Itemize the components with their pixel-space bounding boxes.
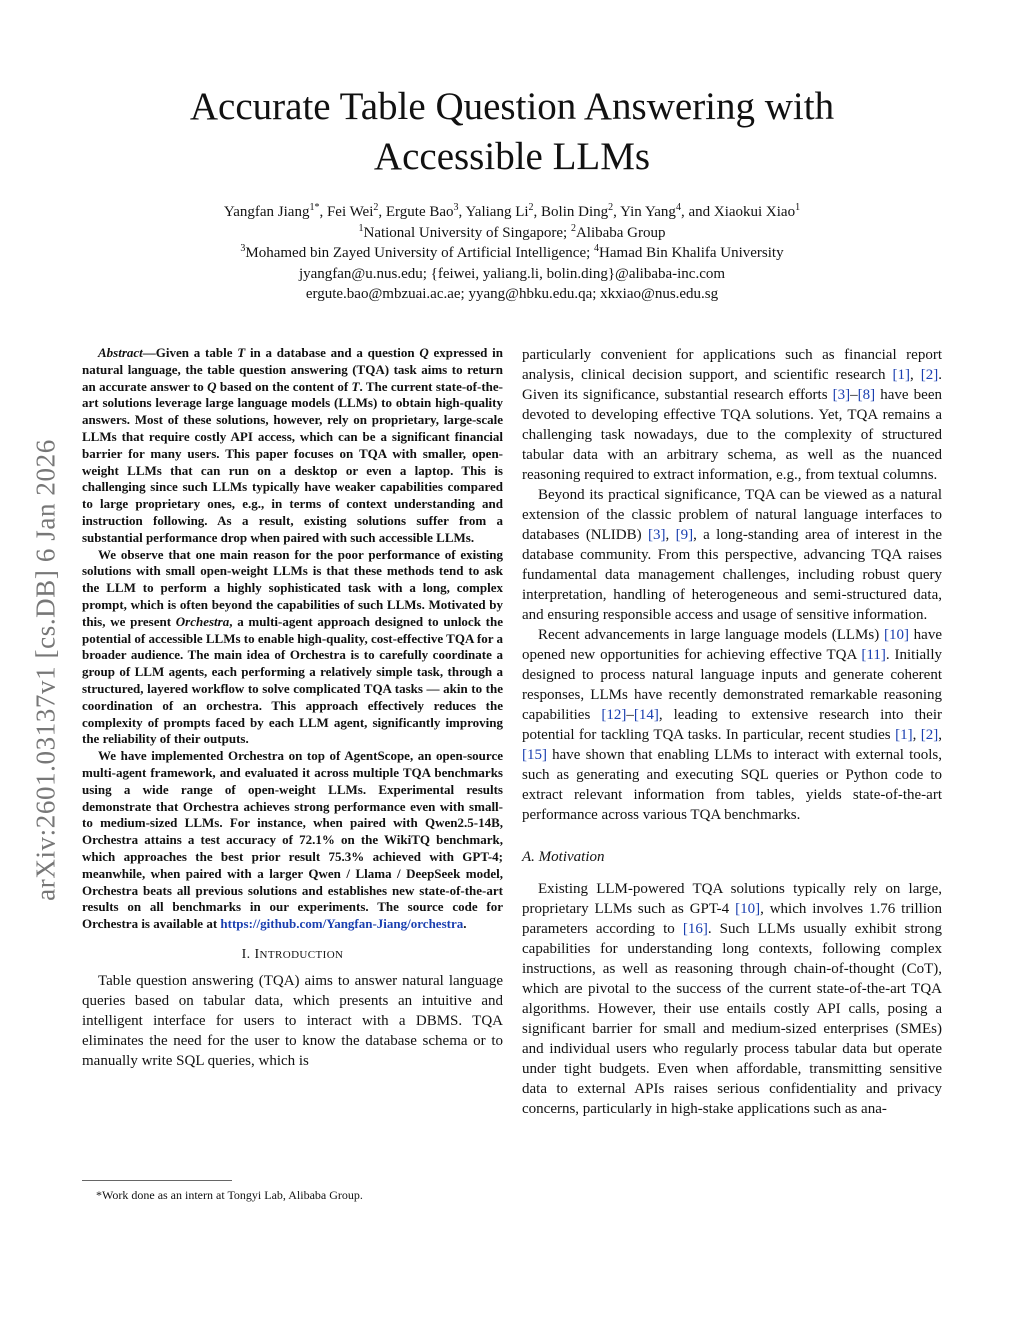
abstract-paragraph-1 <box>82 345 503 547</box>
text-run: , leading to extensive research into their potential for tackling TQA tasks. In particular, recent studies <box>522 707 942 743</box>
affiliation-line-1 <box>90 223 934 244</box>
author-list <box>90 202 934 223</box>
author-name: Xiaokui Xiao <box>713 204 796 220</box>
author-separator: , and <box>680 204 714 220</box>
citation-link[interactable]: [2] <box>920 367 939 383</box>
text-run: – <box>626 707 634 723</box>
text-run: . Such LLMs usually exhibit strong capabilities for understanding long contexts, following complex instructions, as well as reasoning through chain-of-thought (CoT), which are pivotal to the success of the current state-of-the-art TQA algorithms. However, their use entails costly API calls, posing a significant barrier for small and medium-sized enterprises (SMEs) and individual users who regularly process tabular data but operate under tight budgets. Even when affordable, transmitting sensitive data to external APIs raises serious confidentiality and privacy concerns, particularly in high-stake applications such as ana- <box>522 921 942 1117</box>
math-symbol: T <box>351 378 360 394</box>
text-run: – <box>850 387 858 403</box>
right-column <box>522 345 942 1119</box>
author-block <box>90 202 934 305</box>
text-run: based on the content of <box>216 378 352 394</box>
text-run: . The current state-of-the-art solutions leverage large language models (LLMs) to obtain high-quality answers. Most of these solutions, however, rely on proprietary, large-scale LLMs that require costly API access, which can be a significant financial barrier for many users. This paper focuses on TQA with smaller, open-weight LLMs that can run on a desktop or even a laptop. This is challenging since such LLMs typically have weaker capabilities compared to large proprietary ones, e.g., in terms of context understanding and instruction following. As a result, existing solutions suffer from a substantial performance drop when paired with such accessible LLMs. <box>82 378 503 545</box>
footnote: *Work done as an intern at Tongyi Lab, Alibaba Group. <box>96 1188 363 1202</box>
affiliation: National University of Singapore; <box>363 224 571 241</box>
text-run: —Given a table <box>142 345 238 360</box>
citation-link[interactable]: [1] <box>892 367 910 383</box>
text-run: have been devoted to developing effective TQA solutions. Yet, TQA remains a challenging task nowadays, due to the complexity of structured tabular data with an arbitrary schema, as well as the nuanced reasoning required to extract information, e.g., from textual columns. <box>522 387 942 483</box>
author-name: Yaliang Li <box>465 204 529 220</box>
text-run: in a database and a question <box>245 345 420 360</box>
email-line-2: ergute.bao@mbzuai.ac.ae; yyang@hbku.edu.qa; xkxiao@nus.edu.sg <box>305 286 719 303</box>
affiliation-line-2 <box>90 243 934 264</box>
text-run: We observe that one main reason for the poor performance of existing solutions with small open-weight LLMs is that these methods tend to ask the LLM to perform a highly sophisticated task with a long, complex prompt, which is often beyond the capabilities of such LLMs. Motivated by this, we present <box>82 546 503 629</box>
email-line-1: jyangfan@u.nus.edu; {feiwei, yaliang.li, bolin.ding}@alibaba-inc.com <box>298 265 726 282</box>
text-run: , <box>938 727 943 743</box>
intro-paragraph-2 <box>522 485 942 625</box>
citation-link[interactable]: [3] <box>647 527 666 543</box>
citation-link[interactable]: [1] <box>895 727 913 743</box>
author-affiliation-mark: 1* <box>309 202 320 213</box>
aff-mark: 4 <box>594 243 600 255</box>
abstract-label: Abstract <box>98 345 143 360</box>
text-run: , a long-standing area of interest in the database community. From this perspective, advancing TQA raises fundamental data management challenges, including robust query interpretation, handling of heterogeneous and semi-structured data, and ensuring responsible access and usage of sensitive information. <box>522 527 942 623</box>
motivation-paragraph-1 <box>522 879 942 1119</box>
text-run: , <box>665 527 676 543</box>
abstract <box>82 345 503 933</box>
text-run: Existing LLM-powered TQA solutions typically rely on large, proprietary LLMs such as GPT-4 <box>522 881 942 917</box>
math-symbol: Orchestra <box>175 613 230 629</box>
author-separator: , <box>613 204 621 220</box>
citation-link[interactable]: [11] <box>861 647 886 663</box>
affiliation: Mohamed bin Zayed University of Artificial Intelligence; <box>245 245 595 262</box>
intro-paragraph-continued <box>522 345 942 485</box>
section-title-initial: I <box>254 946 260 962</box>
abstract-paragraph-2 <box>82 547 503 749</box>
citation-link[interactable]: [15] <box>522 747 547 763</box>
text-run: We have implemented Orchestra on top of AgentScope, an open-source multi-agent framework, and evaluated it across multiple TQA benchmarks using a wide range of open-weight LLMs. Experimental results demonstrate that Orchestra achieves strong performance even with small- to medium-sized LLMs. For instance, when paired with Qwen2.5-14B, Orchestra attains a test accuracy of 72.1% on the WikiTQ benchmark, which approaches the best prior result 75.3% achieved with GPT-4; meanwhile, when paired with a larger Qwen / Llama / DeepSeek model, Orchestra beats all previous solutions and establishes new state-of-the-art results on all benchmarks in our experiments. The source code for Orchestra is available at <box>82 748 503 932</box>
author-name: Bolin Ding <box>541 204 609 220</box>
text-run: , <box>910 367 921 383</box>
aff-mark: 1 <box>358 222 364 234</box>
author-separator: , <box>533 204 542 220</box>
author-affiliation-mark: 2 <box>608 202 614 213</box>
text-run: . Given its significance, substantial research efforts <box>522 367 942 403</box>
author-separator: , <box>458 204 466 220</box>
affiliation: Hamad Bin Khalifa University <box>599 245 784 262</box>
text-run: , a multi-agent approach designed to unlock the potential of accessible LLMs to enable high-quality, cost-effective TQA for a broader audience. The main idea of Orchestra is to carefully coordinate a group of LLM agents, each performing a relatively simple task, through a structured, layered workflow to solve complicated TQA tasks — akin to the coordination of an orchestra. This approach effectively reduces the complexity of prompts faced by each LLM agent, significantly improving the reliability of their outputs. <box>82 613 503 747</box>
arxiv-id-text: arXiv:2601.03137v1 [cs.DB] 6 Jan 2026 <box>30 439 61 901</box>
citation-link[interactable]: [12] <box>601 707 627 723</box>
section-heading-introduction <box>82 947 503 963</box>
author-name: Fei Wei <box>326 204 374 220</box>
author-separator: , <box>378 204 386 220</box>
author-affiliation-mark: 1 <box>795 202 801 213</box>
intro-paragraph-3 <box>522 625 942 825</box>
text-run: , which involves 1.76 trillion parameters according to <box>522 901 942 937</box>
author-name: Yin Yang <box>620 204 676 220</box>
introduction-text <box>82 971 503 1071</box>
left-column <box>82 345 503 1071</box>
intro-paragraph-1: Table question answering (TQA) aims to answer natural language queries based on tabular data, which presents an intuitive and intelligent interface for users to interact with a DBMS. TQA eliminates the need for the user to know the database schema or to manually write SQL queries, which is <box>82 972 503 1069</box>
author-affiliation-mark: 4 <box>675 202 681 213</box>
text-run: particularly convenient for applications such as financial report analysis, clinical decision support, and scientific research <box>522 347 942 383</box>
author-separator: , <box>319 204 327 220</box>
paper-title <box>100 82 924 182</box>
text-run: have opened new opportunities for achieving effective TQA <box>522 627 942 663</box>
author-affiliation-mark: 2 <box>528 202 534 213</box>
source-code-link[interactable]: https://github.com/Yangfan-Jiang/orchestra <box>220 916 464 932</box>
author-affiliation-mark: 3 <box>453 202 459 213</box>
arxiv-identifier-stamp <box>26 380 66 960</box>
citation-link[interactable]: [9] <box>675 527 694 543</box>
text-run: expressed in natural language, the table question answering (TQA) task aims to return an accurate answer to <box>82 345 504 394</box>
subsection-heading-motivation: A. Motivation <box>522 849 605 865</box>
section-number: I. <box>241 946 255 962</box>
text-run: Beyond its practical significance, TQA can be viewed as a natural extension of the classic problem of natural language interfaces to databases (NLIDB) <box>522 487 942 543</box>
section-title-rest: NTRODUCTION <box>259 948 344 961</box>
text-run: . Initially designed to process natural language inputs and generate coherent responses, LLMs have recently demonstrated remarkable reasoning capabilities <box>522 647 942 723</box>
text-run: , <box>912 727 921 743</box>
citation-link[interactable]: [10] <box>883 627 909 643</box>
text-run: have shown that enabling LLMs to interact with external tools, such as generating and executing SQL queries or Python code to extract relevant information from tables, yields state-of-the-art performance across various TQA benchmarks. <box>522 747 942 823</box>
math-symbol: Q <box>207 378 217 394</box>
abstract-paragraph-3 <box>82 748 503 933</box>
footnote-divider <box>82 1180 232 1181</box>
math-symbol: Q <box>419 345 429 360</box>
aff-mark: 2 <box>570 222 576 234</box>
citation-link[interactable]: [3] <box>832 387 851 403</box>
citation-link[interactable]: [10] <box>735 901 761 917</box>
author-name: Ergute Bao <box>385 204 454 220</box>
citation-link[interactable]: [16] <box>682 921 708 937</box>
text-run: Recent advancements in large language models (LLMs) <box>538 627 884 643</box>
text-run: . <box>463 916 467 932</box>
citation-link[interactable]: [2] <box>920 727 939 743</box>
math-symbol: T <box>237 345 246 360</box>
affiliation: Alibaba Group <box>575 224 666 241</box>
author-affiliation-mark: 2 <box>373 202 379 213</box>
citation-link[interactable]: [14] <box>633 707 659 723</box>
title-line-2: Accessible LLMs <box>373 135 651 178</box>
citation-link[interactable]: [8] <box>857 387 876 403</box>
aff-mark: 3 <box>240 243 246 255</box>
title-line-1: Accurate Table Question Answering with <box>189 85 835 128</box>
author-name: Yangfan Jiang <box>223 204 310 220</box>
